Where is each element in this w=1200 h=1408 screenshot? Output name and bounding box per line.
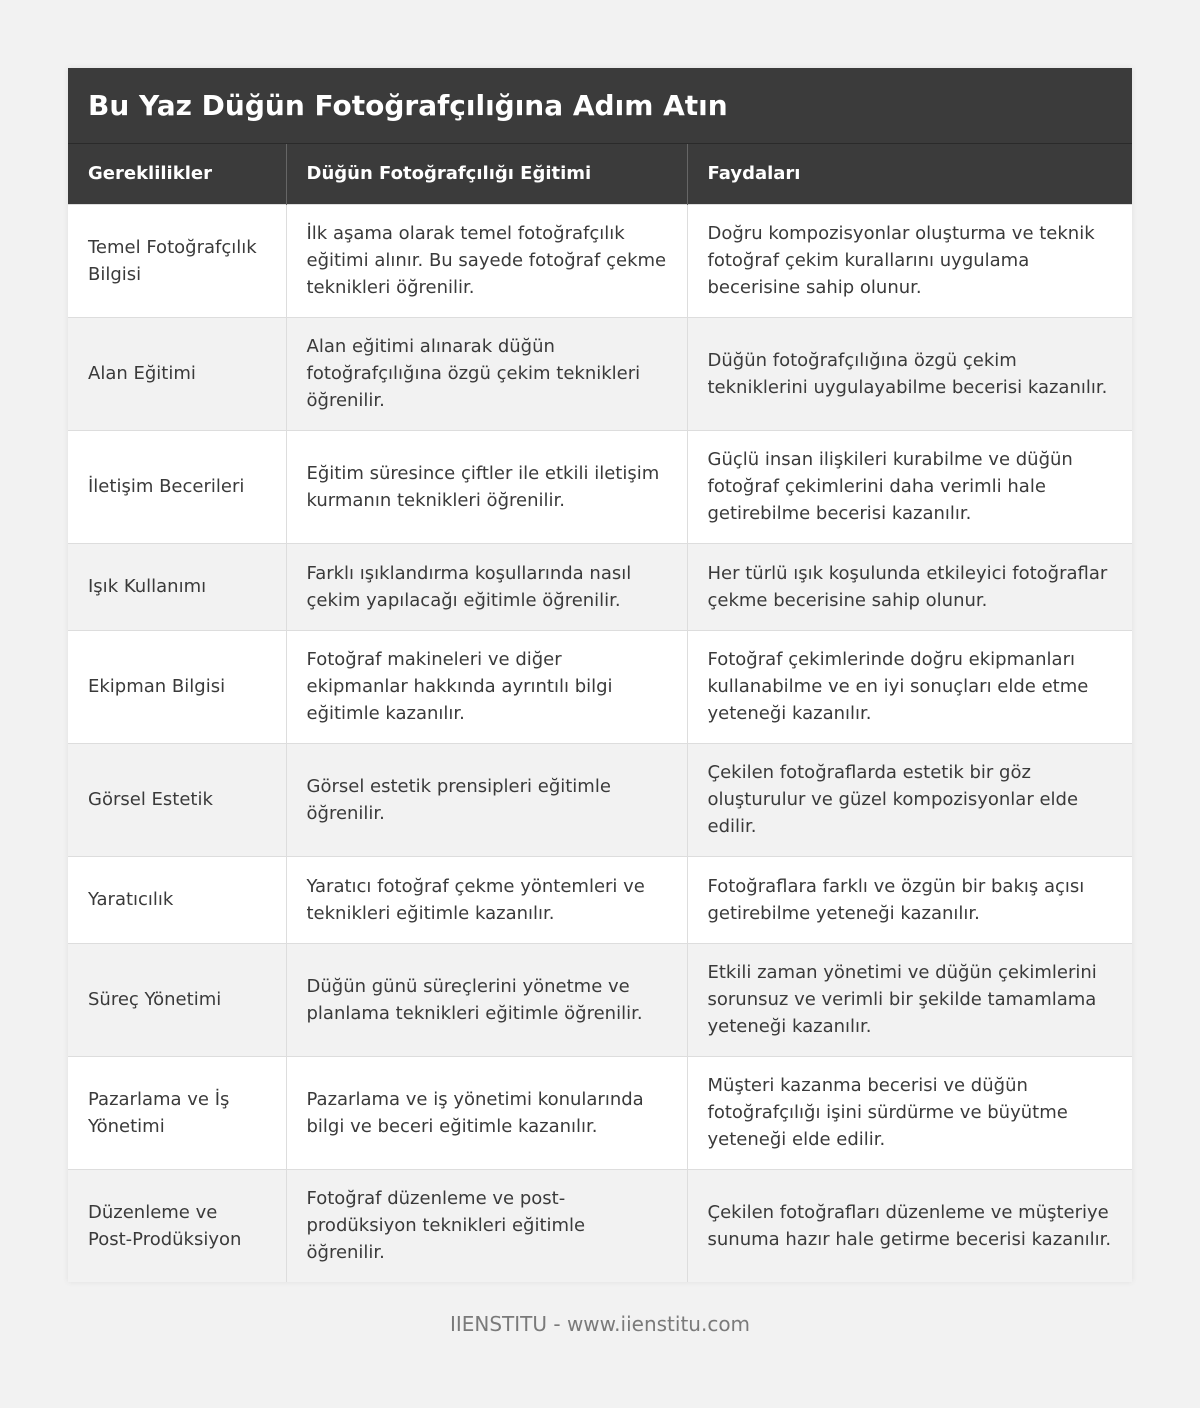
table-cell: Yaratıcılık <box>68 856 286 943</box>
column-header: Gereklilikler <box>68 144 286 204</box>
table-cell: Ekipman Bilgisi <box>68 630 286 743</box>
table-cell: Çekilen fotoğraflarda estetik bir göz oluşturulur ve güzel kompozisyonlar elde edilir. <box>687 743 1132 856</box>
table-row <box>68 317 1132 430</box>
table-cell: Düğün günü süreçlerini yönetme ve planlama teknikleri eğitimle öğrenilir. <box>286 943 687 1056</box>
table-row <box>68 1169 1132 1282</box>
table-row <box>68 204 1132 317</box>
table-title: Bu Yaz Düğün Fotoğrafçılığına Adım Atın <box>68 68 1132 144</box>
table-row <box>68 430 1132 543</box>
table-cell: Her türlü ışık koşulunda etkileyici fotoğraflar çekme becerisine sahip olunur. <box>687 543 1132 630</box>
table-cell: Etkili zaman yönetimi ve düğün çekimlerini sorunsuz ve verimli bir şekilde tamamlama yeteneği kazanılır. <box>687 943 1132 1056</box>
header-row <box>68 144 1132 204</box>
table-row <box>68 630 1132 743</box>
table-cell: Güçlü insan ilişkileri kurabilme ve düğün fotoğraf çekimlerini daha verimli hale getirebilme becerisi kazanılır. <box>687 430 1132 543</box>
table-cell: İlk aşama olarak temel fotoğrafçılık eğitimi alınır. Bu sayede fotoğraf çekme teknikleri öğrenilir. <box>286 204 687 317</box>
column-header: Düğün Fotoğrafçılığı Eğitimi <box>286 144 687 204</box>
table-cell: Düzenleme ve Post-Prodüksiyon <box>68 1169 286 1282</box>
info-table <box>68 144 1132 1282</box>
table-cell: Görsel Estetik <box>68 743 286 856</box>
table-cell: Işık Kullanımı <box>68 543 286 630</box>
table-cell: Temel Fotoğrafçılık Bilgisi <box>68 204 286 317</box>
table-cell: Alan Eğitimi <box>68 317 286 430</box>
table-card <box>68 68 1132 1282</box>
table-cell: Çekilen fotoğrafları düzenleme ve müşteriye sunuma hazır hale getirme becerisi kazanılır. <box>687 1169 1132 1282</box>
table-cell: İletişim Becerileri <box>68 430 286 543</box>
table-cell: Müşteri kazanma becerisi ve düğün fotoğrafçılığı işini sürdürme ve büyütme yeteneği elde edilir. <box>687 1056 1132 1169</box>
table-cell: Süreç Yönetimi <box>68 943 286 1056</box>
footer-credit: IIENSTITU - www.iienstitu.com <box>449 1312 751 1336</box>
table-cell: Eğitim süresince çiftler ile etkili iletişim kurmanın teknikleri öğrenilir. <box>286 430 687 543</box>
table-cell: Fotoğraflara farklı ve özgün bir bakış açısı getirebilme yeteneği kazanılır. <box>687 856 1132 943</box>
table-cell: Yaratıcı fotoğraf çekme yöntemleri ve teknikleri eğitimle kazanılır. <box>286 856 687 943</box>
table-cell: Fotoğraf düzenleme ve post-prodüksiyon teknikleri eğitimle öğrenilir. <box>286 1169 687 1282</box>
table-cell: Pazarlama ve İş Yönetimi <box>68 1056 286 1169</box>
table-row <box>68 743 1132 856</box>
table-cell: Farklı ışıklandırma koşullarında nasıl çekim yapılacağı eğitimle öğrenilir. <box>286 543 687 630</box>
table-cell: Fotoğraf çekimlerinde doğru ekipmanları kullanabilme ve en iyi sonuçları elde etme yeteneği kazanılır. <box>687 630 1132 743</box>
table-row <box>68 943 1132 1056</box>
table-cell: Pazarlama ve iş yönetimi konularında bilgi ve beceri eğitimle kazanılır. <box>286 1056 687 1169</box>
table-cell: Görsel estetik prensipleri eğitimle öğrenilir. <box>286 743 687 856</box>
column-header: Faydaları <box>687 144 1132 204</box>
table-cell: Doğru kompozisyonlar oluşturma ve teknik fotoğraf çekim kurallarını uygulama becerisine sahip olunur. <box>687 204 1132 317</box>
table-row <box>68 543 1132 630</box>
table-row <box>68 856 1132 943</box>
table-row <box>68 1056 1132 1169</box>
table-cell: Düğün fotoğrafçılığına özgü çekim tekniklerini uygulayabilme becerisi kazanılır. <box>687 317 1132 430</box>
table-cell: Alan eğitimi alınarak düğün fotoğrafçılığına özgü çekim teknikleri öğrenilir. <box>286 317 687 430</box>
table-cell: Fotoğraf makineleri ve diğer ekipmanlar hakkında ayrıntılı bilgi eğitimle kazanılır. <box>286 630 687 743</box>
